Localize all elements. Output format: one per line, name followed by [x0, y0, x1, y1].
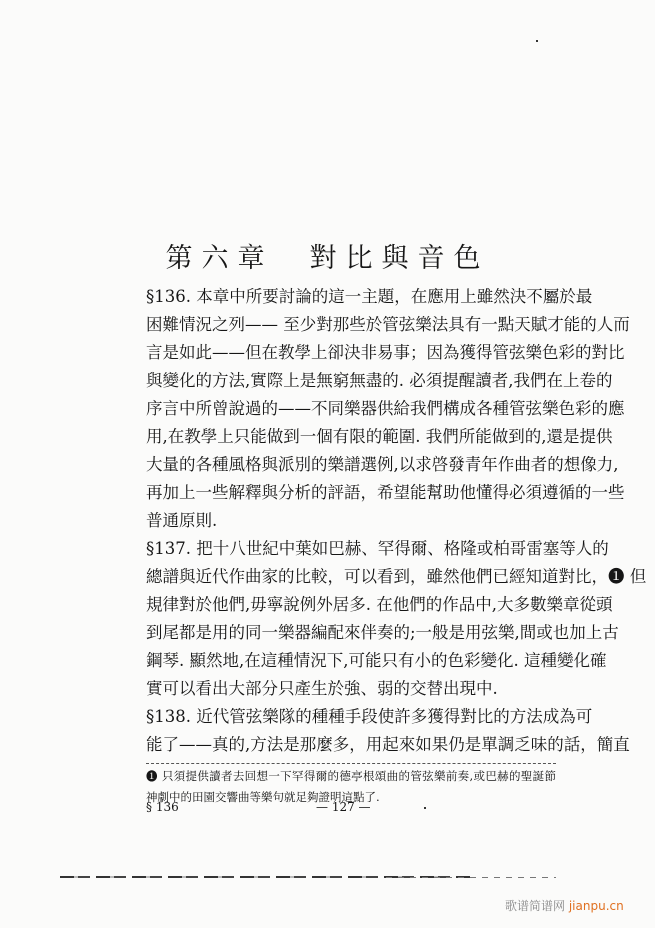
text-line: 能了——真的,方法是那麼多，用起來如果仍是單調乏味的話，簡直: [146, 735, 630, 754]
text-line: 鋼琴. 顯然地,在這種情況下,可能只有小的色彩變化. 這種變化確: [146, 651, 607, 670]
text-line: 普通原則.: [146, 511, 218, 530]
text-line: 實可以看出大部分只產生於強、弱的交替出現中.: [146, 679, 498, 698]
watermark-text: 歌谱简谱网: [505, 899, 566, 913]
chapter-title: 第六章 對比與音色: [165, 243, 490, 275]
text-line: §138. 近代管弦樂隊的種種手段使許多獲得對比的方法成為可: [146, 707, 593, 726]
text-line: 再加上一些解釋與分析的評語，希望能幫助他懂得必須遵循的一些: [146, 483, 625, 502]
paragraph-136: [146, 283, 630, 535]
text-line: 規律對於他們,毋寧說例外居多. 在他們的作品中,大多數樂章從頭: [146, 595, 613, 614]
text-line: §136. 本章中所要討論的這一主題，在應用上雖然決不屬於最: [146, 287, 593, 306]
scan-speck: [424, 807, 426, 809]
text-line: §137. 把十八世紀中葉如巴赫、罕得爾、格隆或柏哥雷塞等人的: [146, 539, 609, 558]
text-line: 言是如此——但在教學上卻決非易事；因為獲得管弦樂色彩的對比: [146, 343, 625, 362]
footnote-divider: [146, 763, 556, 764]
footnote-line: 神劇中的田園交響曲等樂句就足夠證明這點了.: [146, 790, 380, 804]
text-line: 與變化的方法,實際上是無窮無盡的. 必須提醒讀者,我們在上卷的: [146, 371, 613, 390]
text-line: 困難情況之列—— 至少對那些於管弦樂法具有一點天賦才能的人而: [146, 315, 630, 334]
paragraph-137: [146, 535, 647, 703]
paragraph-138: [146, 703, 630, 759]
text-line: 用,在教學上只能做到一個有限的範圍. 我們所能做到的,還是提供: [146, 427, 613, 446]
text-line: 到尾都是用的同一樂器編配來伴奏的;一般是用弦樂,間或也加上古: [146, 623, 619, 642]
footnote-line: ❶ 只須提供讀者去回想一下罕得爾的德亭根頌曲的管弦樂前奏,或巴赫的聖誕節: [146, 769, 556, 783]
text-line: 序言中所曾說過的——不同樂器供給我們構成各種管弦樂色彩的應: [146, 399, 625, 418]
watermark-domain: jianpu.cn: [568, 899, 624, 913]
page-number: — 127 —: [316, 800, 371, 814]
text-line: 總譜與近代作曲家的比較，可以看到，雖然他們已經知道對比，❶ 但: [146, 567, 647, 586]
scan-edge-line: [386, 877, 556, 878]
section-reference: § 136: [146, 800, 179, 814]
text-line: 大量的各種風格與派別的樂譜選例,以求啓發青年作曲者的想像力,: [146, 455, 619, 474]
watermark: [505, 897, 624, 914]
scan-speck: [536, 40, 538, 42]
